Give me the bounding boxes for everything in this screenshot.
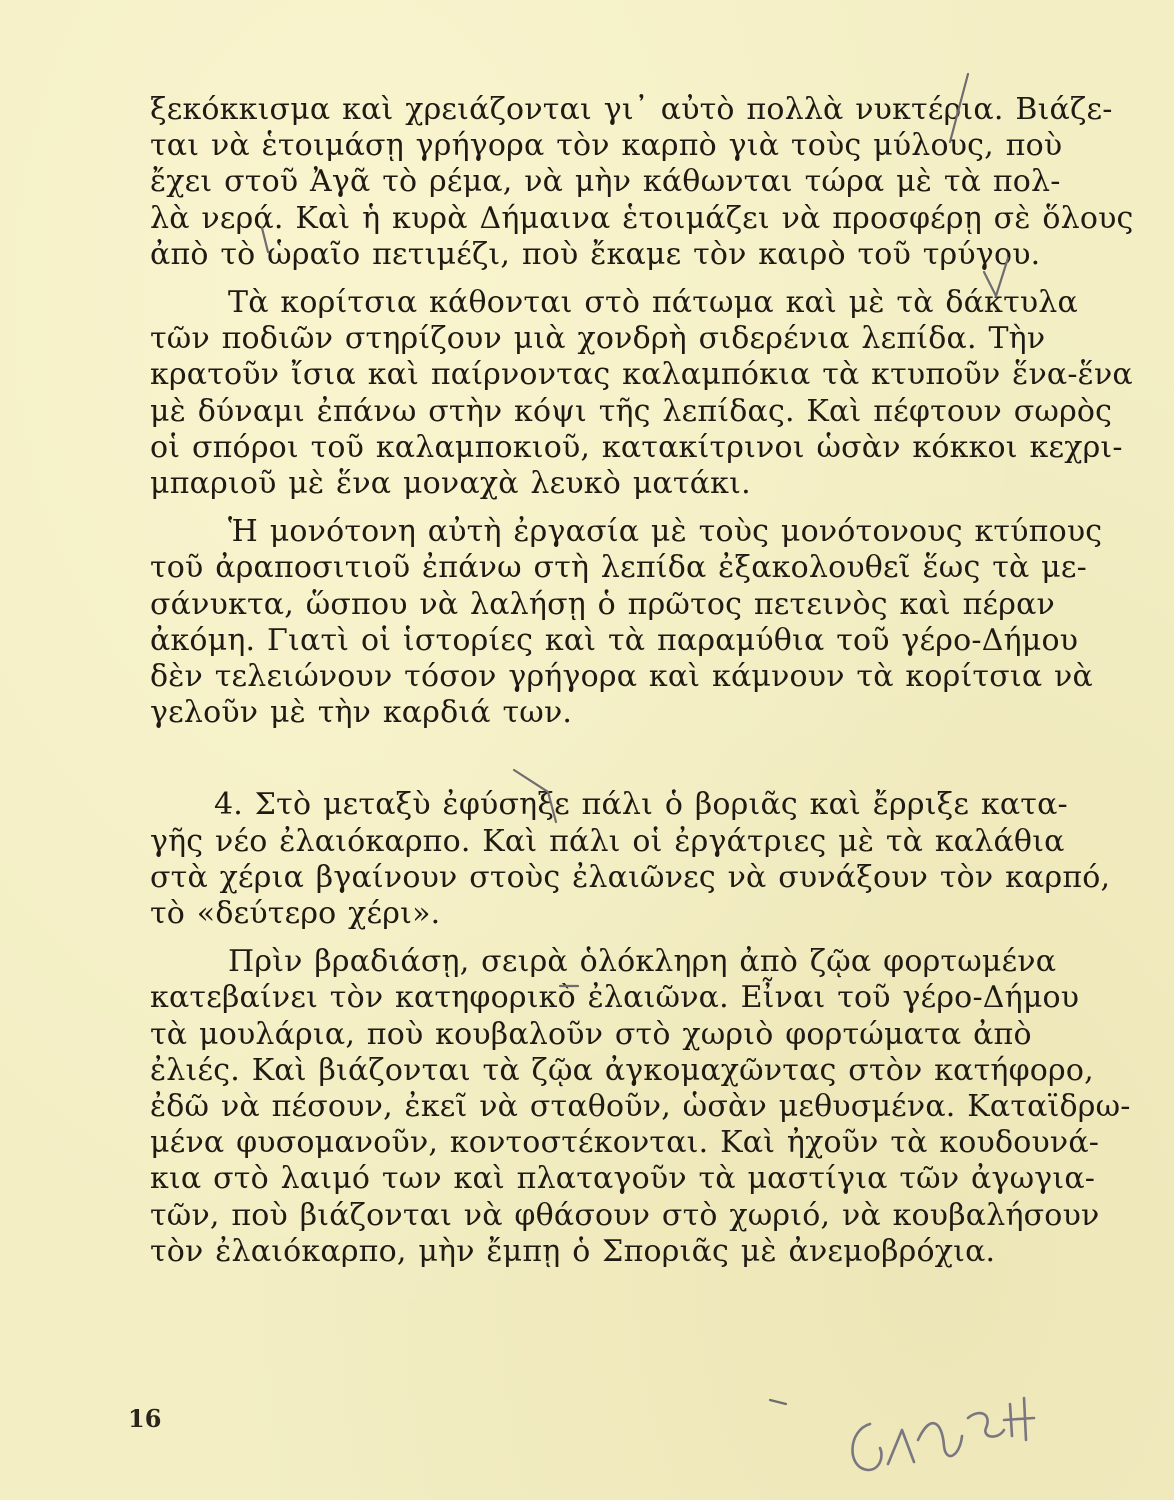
text-line: Ἡ μονότονη αὐτὴ ἐργασία μὲ τοὺς μονότονους κτύπους xyxy=(228,514,1103,550)
text-line: ἔχει στοῦ Ἀγᾶ τὸ ρέμα, νὰ μὴν κάθωνται τώρα μὲ τὰ πολ- xyxy=(150,164,1061,200)
text-line: κια στὸ λαιμό των καὶ πλαταγοῦν τὰ μαστίγια τῶν ἀγωγια- xyxy=(150,1161,1096,1197)
text-line: μὲ δύναμι ἐπάνω στὴν κόψι τῆς λεπίδας. Καὶ πέφτουν σωρὸς xyxy=(150,393,1113,429)
paragraph-2 xyxy=(150,285,1133,502)
text-line: ἀπὸ τὸ ὡραῖο πετιμέζι, ποὺ ἔκαμε τὸν καιρὸ τοῦ τρύγου. xyxy=(150,236,1041,272)
text-line: ἀκόμη. Γιατὶ οἱ ἱστορίες καὶ τὰ παραμύθια τοῦ γέρο-Δήμου xyxy=(150,622,1079,658)
text-line: μπαριοῦ μὲ ἕνα μοναχὰ λευκὸ ματάκι. xyxy=(150,466,751,502)
text-line: ξεκόκκισμα καὶ χρειάζονται γι᾽ αὐτὸ πολλὰ νυκτέρια. Βιάζε- xyxy=(150,92,1113,127)
text-line: σάνυκτα, ὥσπου νὰ λαλήσῃ ὁ πρῶτος πετεινὸς καὶ πέραν xyxy=(150,586,1055,622)
text-line: τὰ μουλάρια, ποὺ κουβαλοῦν στὸ χωριὸ φορτώματα ἀπὸ xyxy=(150,1016,1032,1052)
paragraph-3 xyxy=(150,514,1103,731)
pencil-dash-mark xyxy=(770,1400,786,1404)
text-line: μένα φυσομανοῦν, κοντοστέκονται. Καὶ ἠχοῦν τὰ κουδουνά- xyxy=(150,1125,1100,1161)
text-line: κατεβαίνει τὸν κατηφορικὸ ἐλαιῶνα. Εἶναι τοῦ γέρο-Δήμου xyxy=(150,980,1080,1016)
text-line: γῆς νέο ἐλαιόκαρπο. Καὶ πάλι οἱ ἐργάτριες μὲ τὰ καλάθια xyxy=(150,823,1065,859)
text-line: τοῦ ἀραποσιτιοῦ ἐπάνω στὴ λεπίδα ἐξακολουθεῖ ἕως τὰ με- xyxy=(150,550,1087,586)
text-line: οἱ σπόροι τοῦ καλαμποκιοῦ, κατακίτρινοι ὡσὰν κόκκοι κεχρι- xyxy=(150,429,1123,465)
paragraph-1 xyxy=(150,92,1134,273)
text-line: στὰ χέρια βγαίνουν στοὺς ἐλαιῶνες νὰ συνάξουν τὸν καρπό, xyxy=(150,859,1111,895)
text-line: κρατοῦν ἴσια καὶ παίρνοντας καλαμπόκια τὰ κτυποῦν ἕνα-ἕνα xyxy=(150,357,1133,393)
text-line: 4. Στὸ μεταξὺ ἐφύσηξε πάλι ὁ βοριᾶς καὶ ἔρριξε κατα- xyxy=(214,787,1068,823)
text-line: ἐλιές. Καὶ βιάζονται τὰ ζῷα ἀγκομαχῶντας στὸν κατήφορο, xyxy=(150,1052,1094,1088)
text-line: τὸ «δεύτερο χέρι». xyxy=(150,896,441,932)
body-text xyxy=(150,92,1134,1270)
text-line: Πρὶν βραδιάσῃ, σειρὰ ὁλόκληρη ἀπὸ ζῷα φορτωμένα xyxy=(228,944,1057,980)
text-line: ται νὰ ἑτοιμάσῃ γρήγορα τὸν καρπὸ γιὰ τοὺς μύλους, ποὺ xyxy=(150,128,1063,164)
text-line: λὰ νερά. Καὶ ἡ κυρὰ Δήμαινα ἑτοιμάζει νὰ προσφέρῃ σὲ ὅλους xyxy=(150,200,1134,236)
paragraph-4-section-4 xyxy=(150,787,1111,932)
text-line: τῶν ποδιῶν στηρίζουν μιὰ χονδρὴ σιδερένια λεπίδα. Τὴν xyxy=(150,321,1046,357)
text-line: δὲν τελειώνουν τόσον γρήγορα καὶ κάμνουν τὰ κορίτσια νὰ xyxy=(150,659,1093,695)
text-line: τῶν, ποὺ βιάζονται νὰ φθάσουν στὸ χωριό, νὰ κουβαλήσουν xyxy=(150,1197,1100,1233)
text-line: τὸν ἐλαιόκαρπο, μὴν ἔμπῃ ὁ Σποριᾶς μὲ ἀνεμοβρόχια. xyxy=(150,1233,996,1269)
text-line: γελοῦν μὲ τὴν καρδιά των. xyxy=(150,695,573,731)
paragraph-5 xyxy=(150,944,1131,1270)
text-line: Τὰ κορίτσια κάθονται στὸ πάτωμα καὶ μὲ τὰ δάκτυλα xyxy=(228,285,1078,321)
pencil-signature xyxy=(852,1398,1034,1470)
text-line: ἐδῶ νὰ πέσουν, ἐκεῖ νὰ σταθοῦν, ὡσὰν μεθυσμένα. Καταϊδρω- xyxy=(150,1089,1131,1125)
page-number: 16 xyxy=(128,1404,162,1433)
